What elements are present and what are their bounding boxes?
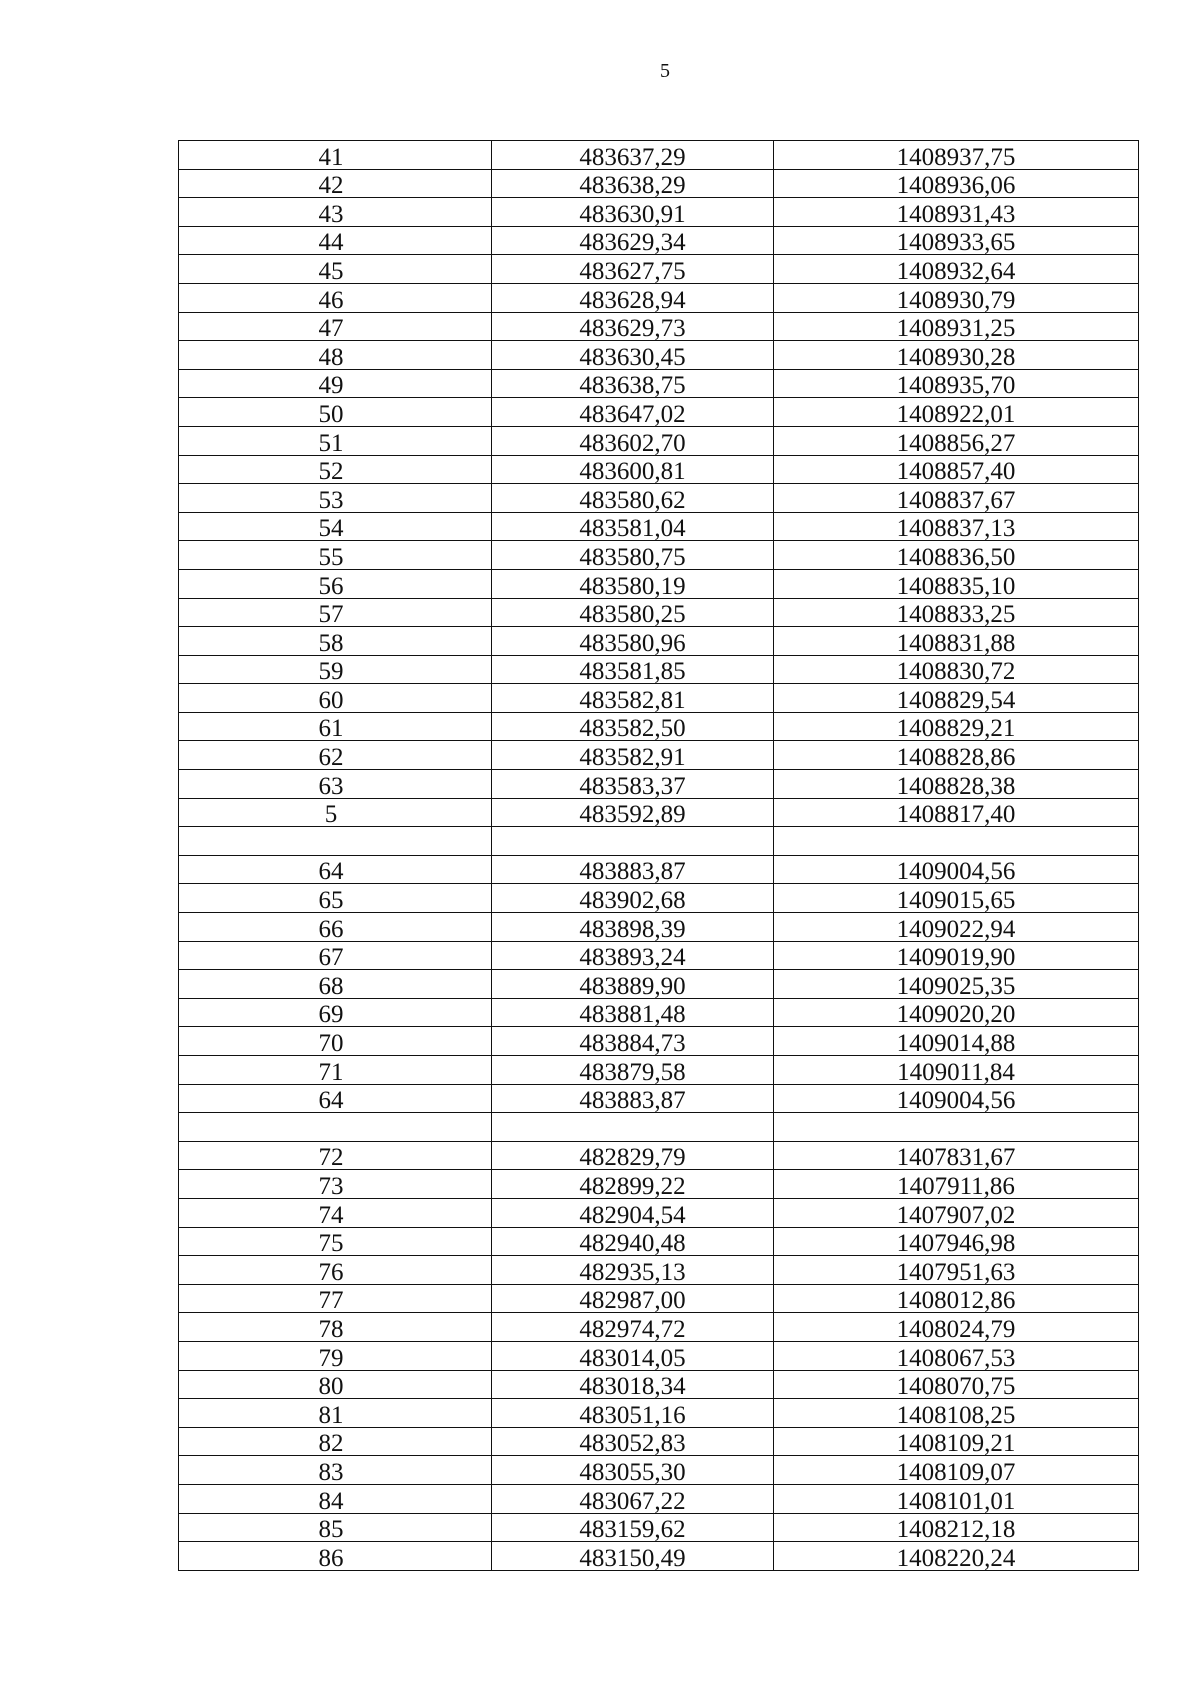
- x-coordinate-cell: 483582,50: [492, 712, 774, 741]
- table-separator-row: [179, 827, 1139, 856]
- table-row: [179, 1456, 1139, 1485]
- table-row: [179, 541, 1139, 570]
- x-coordinate-cell: 483600,81: [492, 455, 774, 484]
- x-coordinate-cell: 482940,48: [492, 1227, 774, 1256]
- table-row: [179, 198, 1139, 227]
- table-row: [179, 1056, 1139, 1085]
- table-row: [179, 627, 1139, 656]
- table-row: [179, 1484, 1139, 1513]
- y-coordinate-cell: 1408212,18: [774, 1513, 1139, 1542]
- table-row: [179, 798, 1139, 827]
- y-coordinate-cell: 1407907,02: [774, 1198, 1139, 1227]
- x-coordinate-cell: 483884,73: [492, 1027, 774, 1056]
- y-coordinate-cell: 1408931,25: [774, 312, 1139, 341]
- point-number-cell: 61: [179, 712, 492, 741]
- x-coordinate-cell: 482904,54: [492, 1198, 774, 1227]
- point-number-cell: 66: [179, 913, 492, 942]
- point-number-cell: 52: [179, 455, 492, 484]
- y-coordinate-cell: 1407831,67: [774, 1141, 1139, 1170]
- table-row: [179, 1227, 1139, 1256]
- table-row: [179, 1513, 1139, 1542]
- point-number-cell: 68: [179, 970, 492, 999]
- point-number-cell: 64: [179, 855, 492, 884]
- y-coordinate-cell: 1408931,43: [774, 198, 1139, 227]
- y-coordinate-cell: 1408828,86: [774, 741, 1139, 770]
- table-row: [179, 398, 1139, 427]
- coordinates-table-body: [179, 141, 1139, 1571]
- x-coordinate-cell: 483630,45: [492, 341, 774, 370]
- x-coordinate-cell: 483647,02: [492, 398, 774, 427]
- point-number-cell: 58: [179, 627, 492, 656]
- point-number-cell: 70: [179, 1027, 492, 1056]
- y-coordinate-cell: 1408108,25: [774, 1399, 1139, 1428]
- x-coordinate-cell: 483582,91: [492, 741, 774, 770]
- x-coordinate-cell: 483902,68: [492, 884, 774, 913]
- table-row: [179, 226, 1139, 255]
- point-number-cell: 81: [179, 1399, 492, 1428]
- table-row: [179, 141, 1139, 170]
- y-coordinate-cell: 1408835,10: [774, 569, 1139, 598]
- point-number-cell: 65: [179, 884, 492, 913]
- point-number-cell: 78: [179, 1313, 492, 1342]
- table-row: [179, 913, 1139, 942]
- y-coordinate-cell: 1408837,13: [774, 512, 1139, 541]
- x-coordinate-cell: 483629,34: [492, 226, 774, 255]
- y-coordinate-cell: 1408067,53: [774, 1341, 1139, 1370]
- table-row: [179, 1027, 1139, 1056]
- point-number-cell: 46: [179, 283, 492, 312]
- table-row: [179, 855, 1139, 884]
- x-coordinate-cell: 483150,49: [492, 1542, 774, 1571]
- x-coordinate-cell: 483602,70: [492, 426, 774, 455]
- y-coordinate-cell: 1408930,28: [774, 341, 1139, 370]
- x-coordinate-cell: 482829,79: [492, 1141, 774, 1170]
- x-coordinate-cell: 483638,75: [492, 369, 774, 398]
- y-coordinate-cell: 1408109,21: [774, 1427, 1139, 1456]
- point-number-cell: 71: [179, 1056, 492, 1085]
- y-coordinate-cell: 1408936,06: [774, 169, 1139, 198]
- point-number-cell: 55: [179, 541, 492, 570]
- x-coordinate-cell: 483018,34: [492, 1370, 774, 1399]
- x-coordinate-cell: 483159,62: [492, 1513, 774, 1542]
- table-row: [179, 1256, 1139, 1285]
- x-coordinate-cell: 483580,75: [492, 541, 774, 570]
- x-coordinate-cell: 483630,91: [492, 198, 774, 227]
- point-number-cell: 47: [179, 312, 492, 341]
- table-row: [179, 512, 1139, 541]
- table-row: [179, 1399, 1139, 1428]
- point-number-cell: 74: [179, 1198, 492, 1227]
- table-row: [179, 598, 1139, 627]
- x-coordinate-cell: 483051,16: [492, 1399, 774, 1428]
- point-number-cell: 57: [179, 598, 492, 627]
- table-row: [179, 1084, 1139, 1113]
- point-number-cell: 84: [179, 1484, 492, 1513]
- x-coordinate-cell: 483580,25: [492, 598, 774, 627]
- y-coordinate-cell: 1408829,54: [774, 684, 1139, 713]
- x-coordinate-cell: 483883,87: [492, 1084, 774, 1113]
- table-row: [179, 484, 1139, 513]
- table-row: [179, 941, 1139, 970]
- point-number-cell: 44: [179, 226, 492, 255]
- y-coordinate-cell: 1408109,07: [774, 1456, 1139, 1485]
- x-coordinate-cell: 483629,73: [492, 312, 774, 341]
- x-coordinate-cell: 483898,39: [492, 913, 774, 942]
- table-row: [179, 712, 1139, 741]
- y-coordinate-cell: 1408922,01: [774, 398, 1139, 427]
- point-number-cell: 48: [179, 341, 492, 370]
- y-coordinate-cell: 1409014,88: [774, 1027, 1139, 1056]
- table-row: [179, 1141, 1139, 1170]
- point-number-cell: 75: [179, 1227, 492, 1256]
- x-coordinate-cell: 482899,22: [492, 1170, 774, 1199]
- point-number-cell: 54: [179, 512, 492, 541]
- table-row: [179, 1170, 1139, 1199]
- x-coordinate-cell: 483627,75: [492, 255, 774, 284]
- table-row: [179, 998, 1139, 1027]
- y-coordinate-cell: 1408833,25: [774, 598, 1139, 627]
- y-coordinate-cell: 1409011,84: [774, 1056, 1139, 1085]
- point-number-cell: 85: [179, 1513, 492, 1542]
- x-coordinate-cell: 483628,94: [492, 283, 774, 312]
- point-number-cell: 62: [179, 741, 492, 770]
- point-number-cell: 73: [179, 1170, 492, 1199]
- x-coordinate-cell: 483881,48: [492, 998, 774, 1027]
- y-coordinate-cell: 1409022,94: [774, 913, 1139, 942]
- y-coordinate-cell: 1409004,56: [774, 1084, 1139, 1113]
- point-number-cell: 53: [179, 484, 492, 513]
- table-row: [179, 741, 1139, 770]
- y-coordinate-cell: 1408937,75: [774, 141, 1139, 170]
- point-number-cell: 41: [179, 141, 492, 170]
- table-row: [179, 970, 1139, 999]
- x-coordinate-cell: 483055,30: [492, 1456, 774, 1485]
- x-coordinate-cell: 483893,24: [492, 941, 774, 970]
- point-number-cell: 64: [179, 1084, 492, 1113]
- table-separator-row: [179, 1113, 1139, 1142]
- point-number-cell: 50: [179, 398, 492, 427]
- point-number-cell: 86: [179, 1542, 492, 1571]
- point-number-cell: 72: [179, 1141, 492, 1170]
- x-coordinate-cell: 483067,22: [492, 1484, 774, 1513]
- table-row: [179, 1341, 1139, 1370]
- table-row: [179, 1198, 1139, 1227]
- x-coordinate-cell: 482987,00: [492, 1284, 774, 1313]
- y-coordinate-cell: 1408101,01: [774, 1484, 1139, 1513]
- point-number-cell: 45: [179, 255, 492, 284]
- table-row: [179, 1542, 1139, 1571]
- table-row: [179, 884, 1139, 913]
- table-row: [179, 283, 1139, 312]
- point-number-cell: 79: [179, 1341, 492, 1370]
- table-row: [179, 684, 1139, 713]
- y-coordinate-cell: 1408817,40: [774, 798, 1139, 827]
- table-row: [179, 312, 1139, 341]
- x-coordinate-cell: 483637,29: [492, 141, 774, 170]
- x-coordinate-cell: [492, 827, 774, 856]
- table-row: [179, 255, 1139, 284]
- x-coordinate-cell: 483592,89: [492, 798, 774, 827]
- y-coordinate-cell: 1408831,88: [774, 627, 1139, 656]
- y-coordinate-cell: 1408836,50: [774, 541, 1139, 570]
- point-number-cell: 80: [179, 1370, 492, 1399]
- point-number-cell: [179, 827, 492, 856]
- y-coordinate-cell: [774, 827, 1139, 856]
- x-coordinate-cell: 483580,62: [492, 484, 774, 513]
- x-coordinate-cell: 482974,72: [492, 1313, 774, 1342]
- x-coordinate-cell: 483879,58: [492, 1056, 774, 1085]
- coordinates-table: [178, 140, 1139, 1571]
- table-row: [179, 1313, 1139, 1342]
- table-row: [179, 455, 1139, 484]
- x-coordinate-cell: 483582,81: [492, 684, 774, 713]
- y-coordinate-cell: 1408012,86: [774, 1284, 1139, 1313]
- table-row: [179, 426, 1139, 455]
- y-coordinate-cell: 1408829,21: [774, 712, 1139, 741]
- x-coordinate-cell: 483583,37: [492, 770, 774, 799]
- point-number-cell: 83: [179, 1456, 492, 1485]
- y-coordinate-cell: 1408930,79: [774, 283, 1139, 312]
- x-coordinate-cell: 483883,87: [492, 855, 774, 884]
- y-coordinate-cell: 1409019,90: [774, 941, 1139, 970]
- x-coordinate-cell: 482935,13: [492, 1256, 774, 1285]
- y-coordinate-cell: 1408856,27: [774, 426, 1139, 455]
- x-coordinate-cell: 483580,19: [492, 569, 774, 598]
- y-coordinate-cell: 1408935,70: [774, 369, 1139, 398]
- y-coordinate-cell: 1407951,63: [774, 1256, 1139, 1285]
- y-coordinate-cell: 1407946,98: [774, 1227, 1139, 1256]
- y-coordinate-cell: 1408933,65: [774, 226, 1139, 255]
- point-number-cell: 67: [179, 941, 492, 970]
- page-number: 5: [660, 60, 670, 82]
- y-coordinate-cell: 1408024,79: [774, 1313, 1139, 1342]
- x-coordinate-cell: 483889,90: [492, 970, 774, 999]
- y-coordinate-cell: 1408857,40: [774, 455, 1139, 484]
- table-row: [179, 341, 1139, 370]
- point-number-cell: 42: [179, 169, 492, 198]
- x-coordinate-cell: [492, 1113, 774, 1142]
- point-number-cell: 43: [179, 198, 492, 227]
- point-number-cell: 63: [179, 770, 492, 799]
- x-coordinate-cell: 483580,96: [492, 627, 774, 656]
- y-coordinate-cell: 1409004,56: [774, 855, 1139, 884]
- table-row: [179, 1284, 1139, 1313]
- point-number-cell: 60: [179, 684, 492, 713]
- y-coordinate-cell: 1408070,75: [774, 1370, 1139, 1399]
- y-coordinate-cell: [774, 1113, 1139, 1142]
- point-number-cell: 76: [179, 1256, 492, 1285]
- x-coordinate-cell: 483052,83: [492, 1427, 774, 1456]
- table-row: [179, 655, 1139, 684]
- point-number-cell: 59: [179, 655, 492, 684]
- point-number-cell: 82: [179, 1427, 492, 1456]
- y-coordinate-cell: 1409025,35: [774, 970, 1139, 999]
- table-row: [179, 1370, 1139, 1399]
- x-coordinate-cell: 483581,04: [492, 512, 774, 541]
- y-coordinate-cell: 1407911,86: [774, 1170, 1139, 1199]
- point-number-cell: 56: [179, 569, 492, 598]
- y-coordinate-cell: 1409015,65: [774, 884, 1139, 913]
- point-number-cell: 5: [179, 798, 492, 827]
- point-number-cell: 51: [179, 426, 492, 455]
- y-coordinate-cell: 1408932,64: [774, 255, 1139, 284]
- table-row: [179, 169, 1139, 198]
- table-row: [179, 569, 1139, 598]
- point-number-cell: [179, 1113, 492, 1142]
- y-coordinate-cell: 1408828,38: [774, 770, 1139, 799]
- point-number-cell: 77: [179, 1284, 492, 1313]
- x-coordinate-cell: 483014,05: [492, 1341, 774, 1370]
- x-coordinate-cell: 483581,85: [492, 655, 774, 684]
- table-row: [179, 1427, 1139, 1456]
- x-coordinate-cell: 483638,29: [492, 169, 774, 198]
- table-row: [179, 369, 1139, 398]
- point-number-cell: 69: [179, 998, 492, 1027]
- y-coordinate-cell: 1408830,72: [774, 655, 1139, 684]
- point-number-cell: 49: [179, 369, 492, 398]
- y-coordinate-cell: 1409020,20: [774, 998, 1139, 1027]
- y-coordinate-cell: 1408220,24: [774, 1542, 1139, 1571]
- table-row: [179, 770, 1139, 799]
- y-coordinate-cell: 1408837,67: [774, 484, 1139, 513]
